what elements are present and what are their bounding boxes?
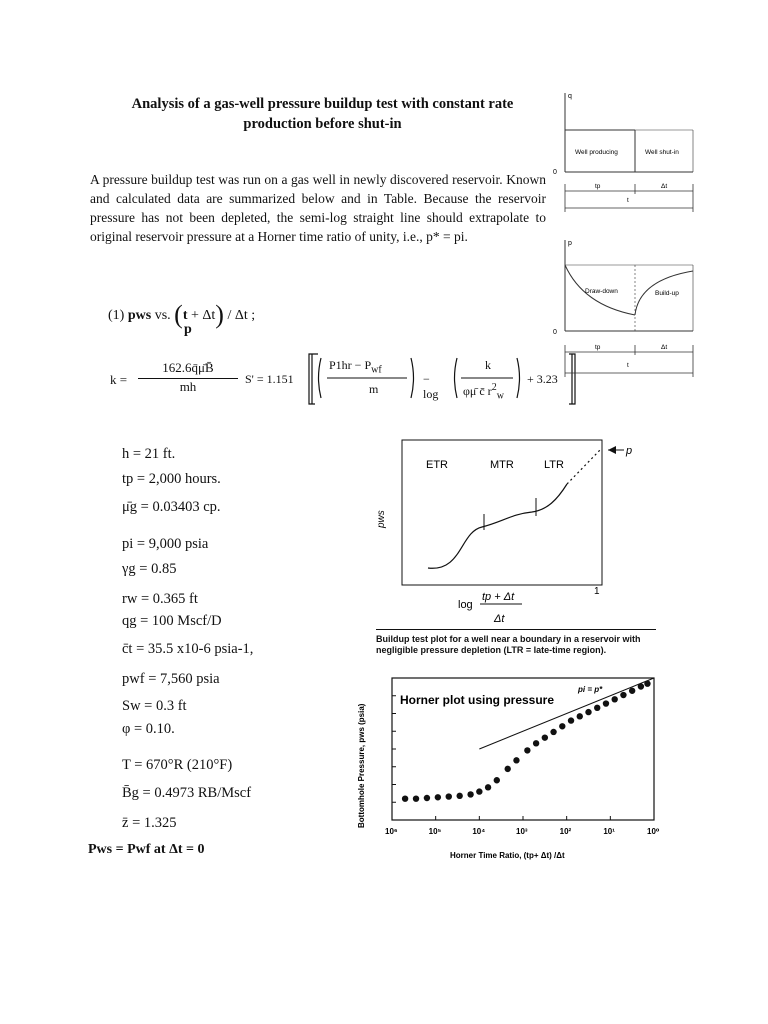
given-symbol: qg: [122, 613, 137, 629]
buildup-caption: Buildup test plot for a well near a boundary in a reservoir with negligible pressure depletion (LTR = late-time region).: [376, 634, 641, 655]
buildup-regions-plot: [372, 432, 662, 632]
horner-data-point: [413, 796, 419, 802]
given-item: [122, 784, 251, 802]
horner-data-point: [446, 793, 452, 799]
s-k: k: [485, 358, 491, 372]
given-item: [122, 590, 198, 608]
horner-xlabel: Horner Time Ratio, (tp+ Δt) /Δt: [450, 851, 565, 860]
given-item: [122, 560, 176, 578]
s-minus: − P: [351, 358, 372, 372]
region-etr: ETR: [426, 459, 448, 471]
given-item: [122, 535, 208, 553]
given-value: = 0.03403 cp.: [137, 499, 221, 515]
horner-data-point: [644, 680, 650, 686]
given-item: [122, 720, 175, 738]
given-item: [122, 670, 220, 688]
rate-dt: Δt: [661, 183, 668, 190]
horner-data-point: [594, 705, 600, 711]
given-item: [122, 445, 175, 463]
pressure-history-diagram: [553, 235, 698, 380]
pressure-buildup: Build-up: [655, 290, 679, 297]
horner-data-point: [568, 717, 574, 723]
s-phi: φμ̄ c̄ r: [463, 384, 492, 398]
given-value: = 35.5 x10-6 psia-1,: [132, 641, 254, 657]
given-value: = 0.365 ft: [137, 591, 198, 607]
given-symbol: B̄g: [122, 785, 139, 801]
pressure-drawdown: Draw-down: [585, 288, 618, 295]
rate-shutin: Well shut-in: [645, 149, 679, 156]
caption-rule: [376, 629, 656, 630]
horner-data-point: [550, 729, 556, 735]
horner-data-point: [456, 793, 462, 799]
horner-data-point: [585, 709, 591, 715]
k-numerator: 162.6q̄μ̄B̄: [138, 360, 238, 379]
s-w: w: [496, 390, 504, 402]
region-ltr: LTR: [544, 459, 564, 471]
horner-data-point: [559, 723, 565, 729]
given-value: = 7,560 psia: [144, 671, 220, 687]
given-item: [122, 612, 222, 630]
given-value: = 2,000 hours.: [133, 471, 221, 487]
given-symbol: tp: [122, 471, 134, 487]
pressure-tp: tp: [595, 344, 601, 351]
rate-tp: tp: [595, 183, 601, 190]
step1-expression: (1) pws vs. (t + Δt) / Δt ; p: [108, 300, 256, 337]
rate-zero: 0: [553, 169, 557, 176]
pressure-t: t: [627, 362, 629, 369]
s-log: − log: [423, 372, 439, 401]
horner-ylabel: Bottomhole Pressure, pws (psia): [357, 703, 366, 828]
buildup-xlabel-den: Δt: [494, 613, 505, 625]
given-value: = 0.10.: [130, 721, 175, 737]
buildup-xlabel-num: tp + Δt: [482, 591, 515, 603]
given-symbol: z̄: [122, 815, 129, 831]
horner-data-point: [424, 795, 430, 801]
s-wf: wf: [371, 364, 382, 376]
rate-q-label: q: [568, 93, 572, 100]
horner-data-point: [435, 794, 441, 800]
horner-annotation: pi = p*: [578, 685, 603, 694]
rate-history-diagram: [553, 88, 698, 223]
horner-data-point: [513, 757, 519, 763]
pressure-dt: Δt: [661, 344, 668, 351]
step1-plus-dt: + Δt: [187, 308, 216, 323]
horner-data-point: [505, 766, 511, 772]
buildup-one: 1: [594, 586, 600, 597]
step1-t: t: [182, 308, 188, 323]
horner-data-point: [542, 734, 548, 740]
given-symbol: Sw: [122, 698, 141, 714]
given-symbol: γg: [122, 561, 136, 577]
step1-pws: pws: [127, 308, 152, 323]
horner-x-tick-label: 10²: [559, 827, 572, 836]
s-lhs: S' = 1.151: [245, 372, 294, 386]
buildup-ylabel: pws: [376, 510, 387, 528]
horner-plot: [350, 668, 665, 868]
horner-x-tick-label: 10¹: [603, 827, 615, 836]
given-item: [122, 756, 232, 774]
pressure-zero: 0: [553, 329, 557, 336]
given-item: [122, 498, 221, 516]
horner-data-point: [476, 788, 482, 794]
region-mtr: MTR: [490, 459, 514, 471]
given-value: = 0.85: [135, 561, 177, 577]
given-value: = 0.4973 RB/Mscf: [138, 785, 252, 801]
given-value: = 0.3 ft: [140, 698, 187, 714]
step1-over-dt: / Δt ;: [223, 308, 256, 323]
pws-condition: Pws = Pwf at Δt = 0: [88, 842, 205, 857]
horner-data-point: [612, 696, 618, 702]
pressure-p-label: p: [568, 240, 572, 247]
given-value: = 1.325: [128, 815, 177, 831]
given-item: [122, 470, 221, 488]
step1-vs: vs.: [151, 308, 175, 323]
s-sq: 2: [491, 382, 497, 393]
intro-paragraph: A pressure buildup test was run on a gas well in newly discovered reservoir. Known and calculated data are summarized below and in Table. Because the reservoir pressure has not been depleted, the semi-log straight line should extrapolate to original reservoir pressure at a Horner time ratio of unity, i.e., p* = pi.: [90, 172, 546, 244]
given-symbol: pi: [122, 536, 134, 552]
p-star-label: p: [626, 445, 633, 457]
skin-formula: [245, 358, 558, 402]
k-denominator: mh: [179, 379, 197, 394]
horner-x-tick-label: 10⁵: [428, 827, 442, 836]
horner-x-tick-label: 10⁶: [385, 827, 398, 836]
s-p1hr: P1hr: [329, 358, 352, 372]
horner-x-tick-label: 10³: [516, 827, 528, 836]
given-symbol: h: [122, 446, 130, 462]
given-value: = 670°R (210°F): [130, 757, 233, 773]
horner-data-point: [620, 692, 626, 698]
step1-p: p: [184, 322, 192, 337]
given-item: [122, 814, 177, 832]
rate-t: t: [627, 197, 629, 204]
given-symbol: pwf: [122, 671, 145, 687]
given-item: [122, 697, 187, 715]
given-value: = 21 ft.: [129, 446, 176, 462]
given-symbol: φ: [122, 721, 131, 737]
horner-data-point: [485, 784, 491, 790]
horner-data-point: [467, 791, 473, 797]
title-line-1: Analysis of a gas-well pressure buildup test with constant rate: [131, 96, 514, 112]
page-title: [100, 94, 545, 134]
horner-data-point: [638, 683, 644, 689]
horner-data-point: [629, 688, 635, 694]
horner-data-point: [524, 747, 530, 753]
s-m: m: [369, 382, 379, 396]
horner-data-point: [533, 740, 539, 746]
given-value: = 9,000 psia: [133, 536, 209, 552]
given-item: [122, 640, 253, 658]
horner-data-point: [494, 777, 500, 783]
horner-data-point: [603, 700, 609, 706]
given-symbol: T: [122, 757, 131, 773]
horner-x-tick-label: 10⁰: [647, 827, 660, 836]
given-symbol: c̄t: [122, 641, 133, 657]
horner-x-tick-label: 10⁴: [472, 827, 486, 836]
given-symbol: μ̄g: [122, 499, 138, 515]
horner-title: Horner plot using pressure: [400, 693, 555, 707]
horner-data-point: [402, 796, 408, 802]
k-lhs: k =: [110, 372, 128, 387]
horner-trend-line: [479, 678, 654, 749]
given-value: = 100 Mscf/D: [136, 613, 222, 629]
s-const: + 3.23: [527, 372, 558, 386]
given-symbol: rw: [122, 591, 138, 607]
rate-producing: Well producing: [575, 149, 618, 156]
step1-prefix: (1): [108, 308, 128, 323]
horner-data-point: [577, 713, 583, 719]
title-line-2: production before shut-in: [243, 116, 402, 132]
buildup-xlabel-log: log: [458, 599, 473, 611]
